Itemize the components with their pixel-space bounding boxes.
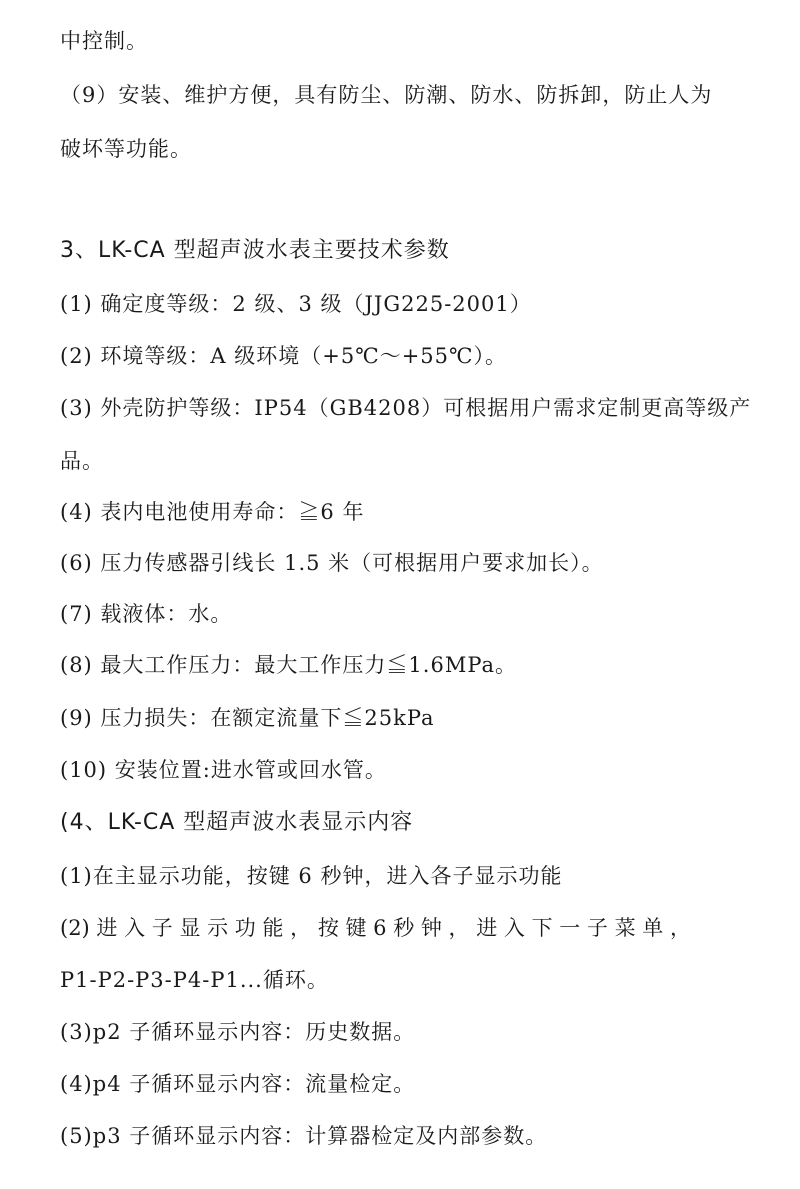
param-item-9: (9) 压力损失：在额定流量下≦25kPa — [60, 706, 435, 730]
display-item-3-label: (3)p2 子循环显示内容： — [60, 1020, 306, 1044]
param-item-2: (2) 环境等级：A 级环境（+5℃～+55℃）。 — [60, 344, 508, 368]
intro-item-9-continued: 破坏等功能。 — [60, 137, 192, 161]
param-item-6: (6) 压力传感器引线长 1.5 米（可根据用户要求加长）。 — [60, 551, 604, 575]
param-item-10: (10) 安装位置:进水管或回水管。 — [60, 758, 387, 782]
intro-item-9: （9）安装、维护方便，具有防尘、防潮、防水、防拆卸，防止人为 — [60, 83, 713, 107]
display-item-2-continued: P1-P2-P3-P4-P1...循环。 — [60, 968, 329, 992]
param-item-4: (4) 表内电池使用寿命：≧6 年 — [60, 500, 365, 524]
param-item-7: (7) 载液体：水。 — [60, 602, 233, 626]
intro-line: 中控制。 — [60, 29, 148, 53]
section-heading-tech-params: 3、LK-CA 型超声波水表主要技术参数 — [60, 238, 450, 263]
display-item-4-value: 流量检定。 — [305, 1072, 416, 1096]
display-item-5-value: 计算器检定及内部参数。 — [305, 1124, 548, 1148]
display-item-3-value: 历史数据。 — [305, 1020, 416, 1044]
param-item-3-continued: 品。 — [60, 449, 104, 473]
display-item-2: (2) 进 入 子 显 示 功 能 ， 按 键 6 秒 钟 ， 进 入 下 一 子 菜 单 ， — [60, 916, 691, 940]
display-item-4 — [60, 1069, 415, 1099]
display-item-5-label: (5)p3 子循环显示内容： — [60, 1124, 306, 1148]
display-item-5 — [60, 1121, 547, 1151]
param-item-8: (8) 最大工作压力：最大工作压力≦1.6MPa。 — [60, 653, 518, 677]
display-item-4-label: (4)p4 子循环显示内容： — [60, 1072, 306, 1096]
param-item-1: (1) 确定度等级：2 级、3 级（JJG225-2001） — [60, 292, 532, 316]
param-item-3: (3) 外壳防护等级：IP54（GB4208）可根据用户需求定制更高等级产 — [60, 396, 752, 420]
display-item-1: (1)在主显示功能，按键 6 秒钟，进入各子显示功能 — [60, 864, 563, 888]
section-heading-display: (4、LK-CA 型超声波水表显示内容 — [60, 810, 414, 835]
display-item-3 — [60, 1017, 415, 1047]
